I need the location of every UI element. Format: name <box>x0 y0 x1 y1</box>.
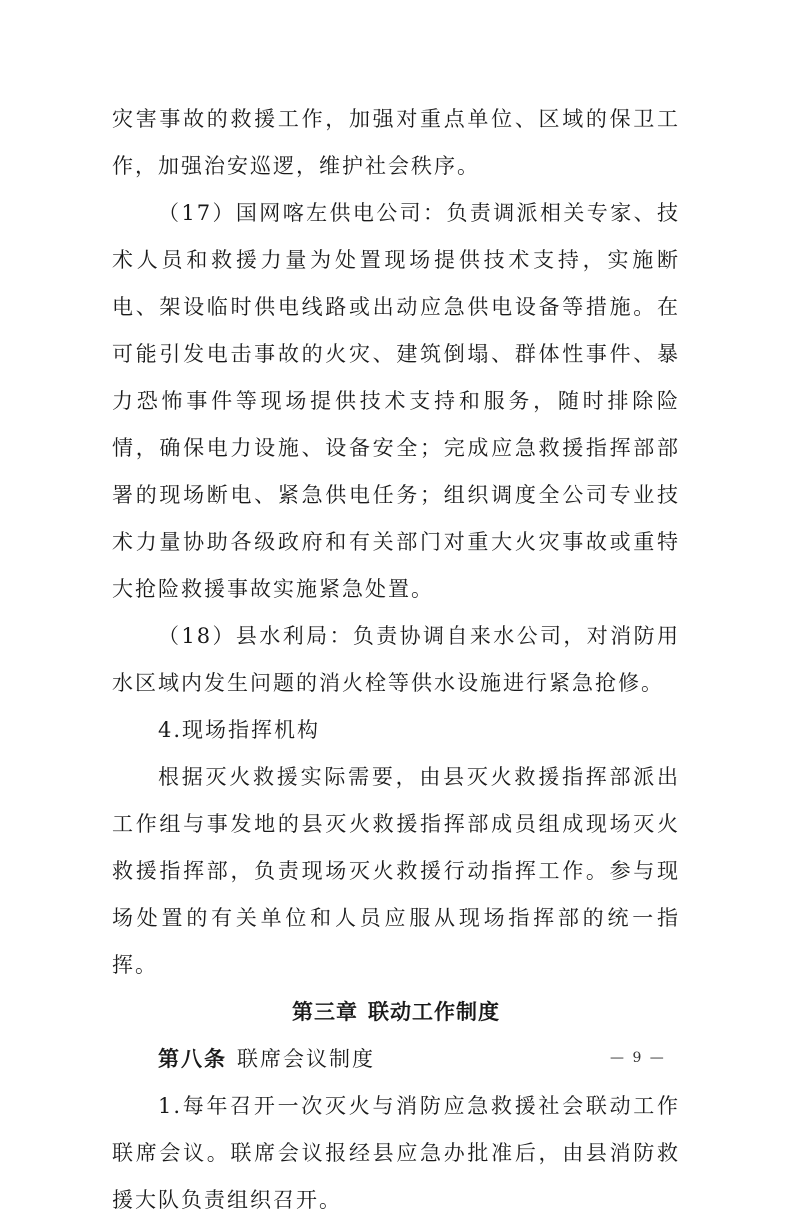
chapter-title: 联动工作制度 <box>368 1000 500 1024</box>
article-heading <box>112 1036 680 1083</box>
paragraph-water-bureau: （18）县水利局：负责协调自来水公司，对消防用水区域内发生问题的消火栓等供水设施进行紧急抢修。 <box>112 624 680 695</box>
paragraph-field-command: 根据灭火救援实际需要，由县灭火救援指挥部派出工作组与事发地的县灭火救援指挥部成员组成现场灭火救援指挥部，负责现场灭火救援行动指挥工作。参与现场处置的有关单位和人员应服从现场指挥部的统一指挥。 <box>112 765 680 977</box>
paragraph-joint-meeting: 1.每年召开一次灭火与消防应急救援社会联动工作联席会议。联席会议报经县应急办批准后，由县消防救援大队负责组织召开。 <box>112 1094 680 1212</box>
paragraph-power-company: （17）国网喀左供电公司：负责调派相关专家、技术人员和救援力量为处置现场提供技术支持，实施断电、架设临时供电线路或出动应急供电设备等措施。在可能引发电击事故的火灾、建筑倒塌、群体性事件、暴力恐怖事件等现场提供技术支持和服务，随时排除险情，确保电力设施、设备安全；完成应急救援指挥部部署的现场断电、紧急供电任务；组织调度全公司专业技术力量协助各级政府和有关部门对重大火灾事故或重特大抢险救援事故实施紧急处置。 <box>112 201 680 601</box>
document-body <box>112 96 680 1224</box>
section-heading-field-command: 4.现场指挥机构 <box>158 718 321 742</box>
page-number: — 9 — <box>610 1050 666 1066</box>
article-title: 联席会议制度 <box>237 1047 375 1071</box>
chapter-number: 第三章 <box>292 1000 358 1024</box>
article-label: 第八条 <box>158 1047 227 1071</box>
chapter-heading <box>112 989 680 1036</box>
paragraph-continuation: 灾害事故的救援工作，加强对重点单位、区域的保卫工作，加强治安巡逻，维护社会秩序。 <box>112 107 680 178</box>
